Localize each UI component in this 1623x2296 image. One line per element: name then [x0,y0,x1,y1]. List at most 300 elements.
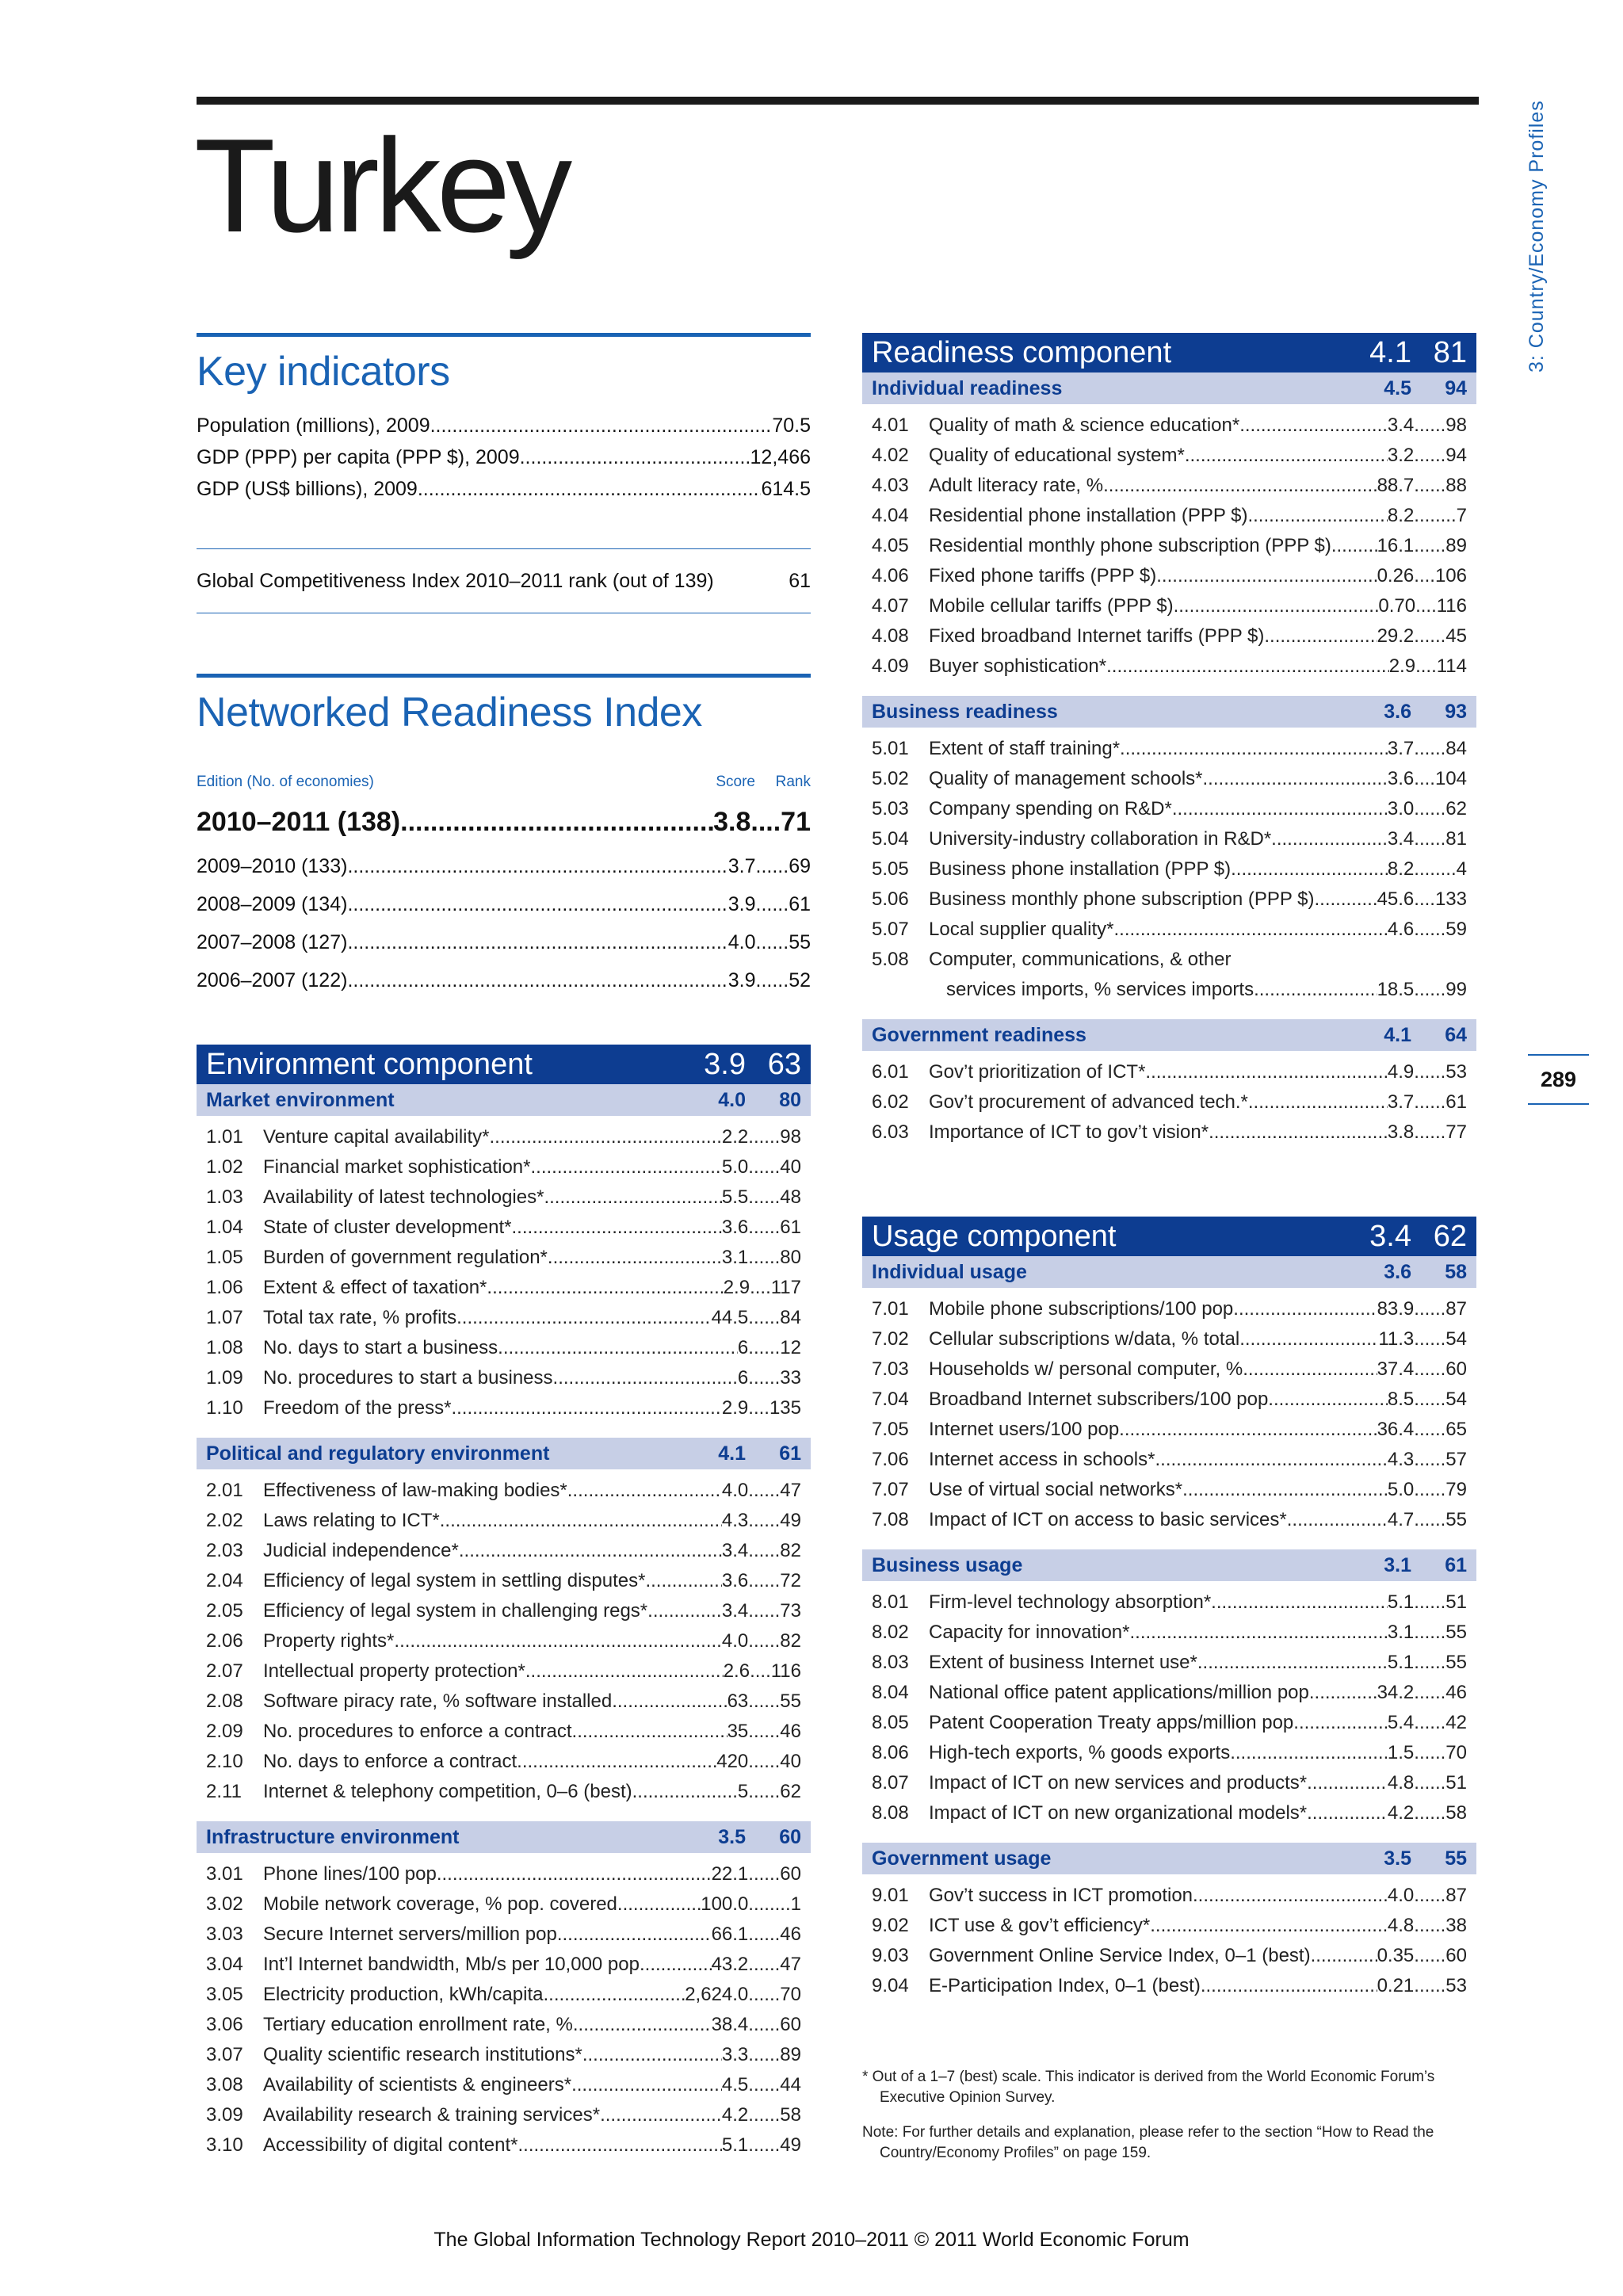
item-number: 3.01 [206,1863,243,1885]
nri-rank: 52 [789,969,811,991]
leader-dots: .... [1414,565,1435,586]
leader-dots: ...... [1414,1419,1446,1440]
item-value: 8.2 [1387,505,1415,526]
nri-rank: 55 [789,931,811,953]
leader-dots [1254,975,1377,1005]
leader-dots: ...... [1414,415,1446,436]
list-item [206,1476,801,1506]
individual-usage-title: Individual usage [872,1261,1027,1283]
readiness-score: 4.1 [1369,336,1411,369]
item-number: 4.02 [872,445,909,466]
item-label: Availability of latest technologies* [263,1186,544,1208]
list-item [206,1717,801,1747]
leader-dots [517,1747,716,1777]
item-rank: 80 [780,1247,801,1268]
leader-dots [573,2010,712,2040]
list-item [206,1152,801,1182]
item-value: 3.4 [1387,415,1415,436]
readiness-title: Readiness component [872,336,1172,369]
leader-dots [571,2070,722,2100]
item-value: 4.9 [1387,1061,1415,1083]
individual-usage-rank: 58 [1445,1261,1467,1283]
item-label: Effectiveness of law-making bodies* [263,1480,567,1501]
leader-dots: ...... [748,1186,781,1208]
item-value: 3.4 [721,1540,749,1561]
list-item [206,1920,801,1950]
item-value: 2.6 [723,1660,750,1682]
item-number: 4.09 [872,655,909,677]
item-value: 8.2 [1387,858,1415,880]
market-environment-score: 4.0 [718,1089,746,1111]
environment-component [197,1045,811,2175]
leader-dots: ...... [748,2014,781,2035]
list-item [206,1303,801,1333]
item-label: Fixed phone tariffs (PPP $) [929,565,1157,586]
leader-dots [1264,621,1377,651]
item-rank: 49 [780,2134,801,2156]
indicator-label: GDP (PPP) per capita (PPP $), 2009 [197,446,520,468]
item-rank: 98 [1445,415,1467,436]
item-rank: 89 [1445,535,1467,556]
item-rank: 54 [1445,1328,1467,1350]
item-number: 7.07 [872,1479,909,1500]
leader-dots: ...... [1414,1479,1446,1500]
item-label: Accessibility of digital content* [263,2134,518,2156]
key-indicators-list [197,410,811,505]
item-value: 4.6 [1387,919,1415,940]
leader-dots: .... [750,1660,771,1682]
item-rank: 70 [780,1984,801,2005]
list-item [206,1596,801,1626]
leader-dots: .... [750,807,781,837]
item-rank: 7 [1456,505,1467,526]
list-item [206,1213,801,1243]
nri-list [197,797,811,999]
nri-section [197,674,811,999]
item-number: 5.07 [872,919,909,940]
item-value: 4.3 [1387,1449,1415,1470]
leader-dots: ...... [748,1156,781,1178]
item-number: 5.01 [872,738,909,759]
item-value: 3.2 [1387,445,1415,466]
leader-dots: ...... [748,1630,781,1652]
item-number: 9.02 [872,1915,909,1936]
leader-dots: ...... [1414,1975,1446,1996]
item-label: Software piracy rate, % software installed [263,1690,613,1712]
item-label: Total tax rate, % profits [263,1307,457,1328]
government-usage-title: Government usage [872,1847,1052,1870]
item-number: 3.06 [206,2014,243,2035]
leader-dots [456,1303,711,1333]
list-item [206,1243,801,1273]
item-label: Company spending on R&D* [929,798,1172,819]
item-label: Firm-level technology absorption* [929,1591,1212,1613]
market-environment-list [197,1116,811,1438]
list-item [206,1393,801,1423]
list-item [206,1122,801,1152]
individual-readiness-header [862,372,1476,404]
item-rank: 42 [1445,1712,1467,1733]
item-number: 8.06 [872,1742,909,1763]
item-number: 3.10 [206,2134,243,2156]
leader-dots: ...... [1414,798,1446,819]
item-number: 7.08 [872,1509,909,1530]
item-number: 7.04 [872,1389,909,1410]
leader-dots: ...... [1414,979,1446,1000]
list-item [872,1798,1467,1828]
leader-dots: ...... [748,1984,781,2005]
leader-dots [632,1777,738,1807]
list-item [872,1294,1467,1324]
list-item [872,854,1467,884]
leader-dots [1106,651,1389,682]
item-value: 22.1 [711,1863,749,1885]
item-number: 3.04 [206,1954,243,1975]
leader-dots: .... [1414,888,1435,910]
list-item [872,1911,1467,1941]
item-label: Intellectual property protection* [263,1660,525,1682]
nri-col-score: Score [716,774,755,790]
leader-dots [525,1656,724,1687]
leader-dots [490,1122,722,1152]
item-label: Residential phone installation (PPP $) [929,505,1248,526]
item-rank: 38 [1445,1915,1467,1936]
footnotes [862,2067,1480,2178]
leader-dots: ...... [1414,1061,1446,1083]
leader-dots: ...... [1414,1389,1446,1410]
leader-dots: ...... [748,1721,781,1742]
item-number: 3.08 [206,2074,243,2095]
item-label: Mobile phone subscriptions/100 pop. [929,1298,1239,1320]
leader-dots: ...... [1414,1772,1446,1794]
item-label: Use of virtual social networks* [929,1479,1183,1500]
nri-column-headers [197,768,811,797]
leader-dots: ...... [748,1510,781,1531]
business-readiness-score: 3.6 [1384,701,1411,723]
item-label: ICT use & gov’t efficiency* [929,1915,1151,1936]
leader-dots [1231,854,1388,884]
item-number: 3.05 [206,1984,243,2005]
item-rank: 81 [1445,828,1467,850]
item-value: 4.8 [1387,1915,1415,1936]
market-environment-title: Market environment [206,1089,395,1111]
footnote-note: Note: For further details and explanation, please refer to the section “How to Read the Country/Economy Profiles” on page 159. [862,2124,1434,2161]
nri-rank: 61 [789,893,811,915]
readiness-component [862,333,1476,1162]
item-value: 5.5 [721,1186,749,1208]
leader-dots [518,2130,722,2160]
item-value: 4.8 [1387,1772,1415,1794]
list-item [206,1182,801,1213]
government-usage-rank: 55 [1445,1847,1467,1870]
leader-dots: ...... [755,893,789,915]
item-label: Quality scientific research institutions* [263,2044,582,2065]
item-label: Secure Internet servers/million pop. [263,1924,563,1945]
business-readiness-title: Business readiness [872,701,1058,723]
item-label: Households w/ personal computer, % [929,1358,1243,1380]
leader-dots: ...... [1414,919,1446,940]
item-number: 4.07 [872,595,909,617]
nri-rank: 71 [781,807,811,837]
list-item [206,1656,801,1687]
item-rank: 61 [1445,1091,1467,1113]
item-rank: 55 [1445,1509,1467,1530]
list-item [206,1506,801,1536]
business-readiness-header [862,696,1476,728]
item-value: 63 [727,1690,749,1712]
item-label: Buyer sophistication* [929,655,1107,677]
leader-dots: .... [750,1277,771,1298]
government-usage-list [862,1874,1476,2015]
leader-dots [442,1859,712,1889]
item-number: 7.01 [872,1298,909,1320]
item-number: 5.03 [872,798,909,819]
leader-dots: ...... [748,1924,781,1945]
leader-dots: ...... [1414,1885,1446,1906]
item-value: 5.0 [721,1156,749,1178]
leader-dots [1209,1117,1388,1148]
leader-dots: ...... [1414,1358,1446,1380]
leader-dots [1211,1587,1388,1618]
list-item [872,441,1467,471]
item-number: 4.04 [872,505,909,526]
list-item [872,1587,1467,1618]
leader-dots: .... [1415,655,1437,677]
item-value: 2.9 [1388,655,1416,677]
item-label: Cellular subscriptions w/data, % total [929,1328,1240,1350]
nri-edition: 2006–2007 (122) [197,969,348,991]
item-rank: 62 [1445,798,1467,819]
item-label: No. procedures to enforce a contract [263,1721,572,1742]
leader-dots: ...... [1414,1802,1446,1824]
leader-dots [418,473,762,505]
item-value: 3.7 [1387,738,1415,759]
list-item [872,1354,1467,1385]
item-number: 7.03 [872,1358,909,1380]
nri-score: 4.0 [727,931,756,953]
leader-dots [1243,1354,1377,1385]
leader-dots: ...... [755,931,789,953]
key-indicators-section [197,333,811,505]
nri-edition: 2009–2010 (133) [197,855,348,877]
individual-readiness-list [862,404,1476,696]
leader-dots [1287,1505,1388,1535]
item-number: 8.03 [872,1652,909,1673]
item-number: 2.06 [206,1630,243,1652]
environment-header [197,1045,811,1084]
item-label: No. procedures to start a business [263,1367,553,1389]
leader-dots [1239,1294,1377,1324]
list-item [206,1566,801,1596]
leader-dots [1293,1708,1388,1738]
item-value: 36.4 [1377,1419,1415,1440]
leader-dots: ...... [748,1126,781,1148]
leader-dots [1155,1445,1387,1475]
item-label: Venture capital availability* [263,1126,490,1148]
nri-score: 3.9 [727,969,756,991]
indicator-label: GDP (US$ billions), 2009 [197,478,418,500]
top-rule [197,97,1479,105]
key-indicators-title: Key indicators [197,349,450,395]
item-number: 4.01 [872,415,909,436]
list-item [206,1950,801,1980]
item-value: 11.3 [1378,1328,1415,1350]
leader-dots: ...... [1414,828,1446,850]
item-number: 1.09 [206,1367,243,1389]
leader-dots: ........ [1414,858,1457,880]
leader-dots: ...... [1414,1712,1446,1733]
political-environment-list [197,1469,811,1821]
environment-score: 3.9 [704,1048,746,1081]
leader-dots: ...... [1414,445,1446,466]
nri-edition: 2007–2008 (127) [197,931,348,953]
item-number: 4.06 [872,565,909,586]
leader-dots [531,1152,722,1182]
leader-dots [347,847,727,885]
item-value: 44.5 [711,1307,749,1328]
item-value: 2.9 [721,1397,749,1419]
item-label: Internet users/100 pop. [929,1419,1125,1440]
list-item [872,794,1467,824]
item-value: 4.0 [1387,1885,1415,1906]
item-value: 4.2 [721,2104,749,2126]
list-item [206,2010,801,2040]
item-number: 3.03 [206,1924,243,1945]
leader-dots: ...... [1414,1509,1446,1530]
item-value: 4.7 [1387,1509,1415,1530]
item-label: No. days to start a business [263,1337,498,1358]
item-rank: 46 [780,1721,801,1742]
leader-dots: ...... [1414,625,1446,647]
leader-dots [347,923,727,961]
list-item [872,621,1467,651]
list-item [206,1273,801,1303]
item-rank: 88 [1445,475,1467,496]
item-number: 9.01 [872,1885,909,1906]
item-label: Extent & effect of taxation* [263,1277,487,1298]
leader-dots [543,1980,685,2010]
item-number: 1.06 [206,1277,243,1298]
list-item [872,1445,1467,1475]
item-number: 4.08 [872,625,909,647]
leader-dots: ...... [1414,1742,1446,1763]
item-number: 5.02 [872,768,909,789]
item-value: 2,624.0 [685,1984,749,2005]
item-value: 43.2 [711,1954,749,1975]
page-title: Turkey [194,111,568,260]
item-number: 2.08 [206,1690,243,1712]
item-number: 1.04 [206,1217,243,1238]
item-rank: 1 [790,1893,801,1915]
individual-usage-header [862,1256,1476,1288]
list-item [206,1859,801,1889]
gci-rank-row [197,548,811,613]
government-readiness-score: 4.1 [1384,1024,1411,1046]
item-rank: 79 [1445,1479,1467,1500]
item-value: 3.4 [721,1600,749,1622]
item-rank: 53 [1445,1061,1467,1083]
item-label: Availability of scientists & engineers* [263,2074,572,2095]
item-number: 6.02 [872,1091,909,1113]
leader-dots [1239,1324,1378,1354]
key-indicator-row [197,441,811,473]
leader-dots: ...... [748,1954,781,1975]
leader-dots [1182,1475,1388,1505]
infrastructure-environment-score: 3.5 [718,1826,746,1848]
list-item [872,915,1467,945]
environment-title: Environment component [206,1048,533,1081]
leader-dots [582,2040,722,2070]
list-item [206,1626,801,1656]
item-rank: 12 [780,1337,801,1358]
section-side-label: 3: Country/Economy Profiles [1526,100,1548,372]
leader-dots: ...... [1414,738,1446,759]
item-label: E-Participation Index, 0–1 (best) [929,1975,1201,1996]
page-number: 289 [1528,1054,1589,1105]
leader-dots [520,441,750,473]
item-value: 4.3 [721,1510,749,1531]
footnote-star: * Out of a 1–7 (best) scale. This indicator is derived from the World Economic Forum’s Executive Opinion Survey. [862,2069,1435,2106]
item-number: 7.02 [872,1328,909,1350]
item-rank: 114 [1436,655,1467,677]
readiness-header [862,333,1476,372]
leader-dots [1314,884,1377,915]
item-label: Patent Cooperation Treaty apps/million pop [929,1712,1294,1733]
item-rank: 58 [780,2104,801,2126]
item-number: 2.09 [206,1721,243,1742]
nri-row [197,885,811,923]
item-value: 4.0 [721,1480,749,1501]
list-item [872,1971,1467,2001]
item-rank: 53 [1445,1975,1467,1996]
gci-label: Global Competitiveness Index 2010–2011 rank (out of 139) [197,569,714,592]
leader-dots [1274,1385,1388,1415]
leader-dots [600,2100,722,2130]
item-number: 2.07 [206,1660,243,1682]
leader-dots [567,1476,722,1506]
leader-dots: ........ [748,1893,791,1915]
leader-dots [487,1273,723,1303]
item-value: 3.6 [1387,768,1415,789]
item-value: 6 [737,1337,749,1358]
leader-dots [1150,1911,1388,1941]
item-label: Quality of educational system* [929,445,1185,466]
leader-dots [548,1243,722,1273]
item-value: 45.6 [1377,888,1415,910]
item-value: 16.1 [1377,535,1415,556]
item-value: 4.5 [721,2074,749,2095]
item-number: 2.10 [206,1751,243,1772]
item-value: 5.0 [1387,1479,1415,1500]
item-number: 1.07 [206,1307,243,1328]
leader-dots: ...... [748,1690,781,1712]
indicator-value: 614.5 [761,478,811,500]
nri-edition: 2008–2009 (134) [197,893,348,915]
leader-dots: .... [748,1397,769,1419]
item-rank: 87 [1445,1885,1467,1906]
list-item [872,531,1467,561]
item-number: 7.05 [872,1419,909,1440]
leader-dots: .... [1415,595,1437,617]
item-number: 2.11 [206,1781,242,1802]
list-item [206,2040,801,2070]
item-label: State of cluster development* [263,1217,512,1238]
leader-dots [430,410,773,441]
leader-dots: ...... [1414,1091,1446,1113]
item-number: 8.08 [872,1802,909,1824]
item-value: 3.1 [721,1247,749,1268]
usage-score: 3.4 [1369,1220,1411,1253]
